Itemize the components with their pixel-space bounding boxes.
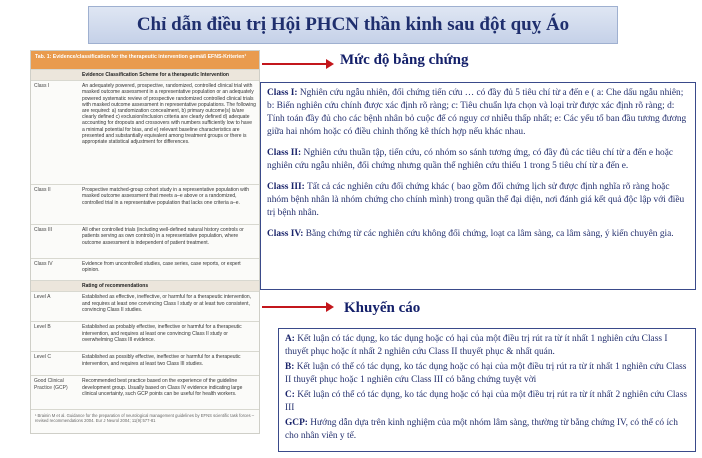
section-label-rating: Rating of recommendations (82, 283, 149, 290)
row-text: Established as possibly effective, ineffective or harmful for a therapeutic intervention, and requires at least two Class III studies. (82, 354, 241, 367)
arrow-evidence (262, 63, 328, 65)
title-banner (88, 6, 618, 44)
evidence-class-1: Class I: Nghiên cứu ngẫu nhiên, đối chứng tiến cứu … có đầy đủ 5 tiêu chí từ a đến e ( a: Che dấu ngẫu nhiên; b: Biến nghiên cứu chính được xác định rõ ràng; c: Tiêu chuẩn lựa chọn và loại trừ được xác định rõ ràng; d: Tính toán đầy đủ cho các bệnh nhân bỏ cuộc để có nguy cơ nhiễu thấp nhất; e: Các yếu tố ban đầu tương đương giữa hai nhóm hoặc có điều chỉnh thống kê thích hợp nếu khác nhau. (267, 88, 687, 137)
evidence-class-2: Class II: Nghiên cứu thuần tập, tiến cứu, có nhóm so sánh tương ứng, có đầy đủ các tiêu chí từ a đến e hoặc nghiên cứu ngẫu nhiên, đối chứng nhưng quần thể nghiên cứu thiếu 1 trong 5 tiêu chí từ a đến e. (267, 148, 674, 171)
table-row (31, 291, 259, 321)
recommendation-a: A: Kết luận có tác dụng, ko tác dụng hoặc có hại của một điều trị rút ra từ ít nhất 1 nghiên cứu Class I thuyết phục hoặc ít nhất 2 nghiên cứu Class II thuyết phục & nhất quán. (285, 334, 668, 357)
evidence-class-3: Class III: Tất cả các nghiên cứu đối chứng khác ( bao gồm đối chứng lịch sử được định nghĩa rõ ràng hoặc nhóm bệnh nhân là nhóm chứng cho chính mình) trong quần thể đại diện, nơi đánh giá kết quả độc lập với điều trị bệnh nhân. (267, 182, 685, 218)
row-label: Class I (34, 83, 50, 90)
table-row (31, 184, 259, 224)
table-row (31, 80, 259, 184)
page-title: Chỉ dẫn điều trị Hội PHCN thần kinh sau đột quỵ Áo (136, 14, 570, 35)
recommendation-levels-box (278, 328, 696, 452)
row-text: Prospective matched-group cohort study in a representative population with masked outcome assessment that meets a–e above or a randomized, controlled trial in a representative population that lacks one criteria a–e. (82, 187, 250, 206)
recommendation-gcp: GCP: Hướng dẫn dựa trên kinh nghiệm của một nhóm lâm sàng, thường từ bằng chứng IV, có thể có ích cho nhân viên y tế. (285, 418, 678, 441)
label-recommendation: Khuyến cáo (344, 300, 421, 316)
table-footnote: ¹ Brainin M et al. Guidance for the preparation of neurological management guidelines by EFNS scientific task forces – revised recommendations 2004. Eur J Neurol 2004; 11(9):577-81 (31, 409, 259, 426)
table-row (31, 258, 259, 280)
evidence-class-4: Class IV: Bằng chứng từ các nghiên cứu không đối chứng, loạt ca lâm sàng, ca lâm sàng, ý kiến chuyên gia. (267, 229, 674, 239)
row-label: Level A (34, 294, 51, 301)
row-text: Established as probably effective, ineffective or harmful for a therapeutic intervention, and requires at least one convincing Class II study or overwhelming Class III evidence. (82, 324, 242, 343)
evidence-table-image (30, 50, 260, 434)
row-text: Established as effective, ineffective, or harmful for a therapeutic intervention, and requires at least one convincing Class I study or at least two consistent, convincing Class II studies. (82, 294, 252, 313)
arrow-recommendation (262, 306, 328, 308)
evidence-levels-box (260, 82, 696, 290)
row-text: An adequately powered, prospective, randomized, controlled clinical trial with masked outcome assessment in a representative population or an adequately powered systematic review of prospective randomized controlled clinical trials with masked outcome assessment in representative populations. The following are required: a) randomization concealment, b) primary outcome(s) is/are clearly defined c) exclusion/inclusion criteria are clearly defined d) adequate accounting for dropouts and crossovers with numbers sufficiently low to have a minimal potential for bias, and e) relevant baseline characteristics are presented and substantially equivalent among treatment groups or there is appropriate statistical adjustment for differences. (82, 83, 256, 146)
table-row (31, 224, 259, 258)
row-label: Class IV (34, 261, 53, 268)
table-row (31, 351, 259, 375)
recommendation-b: B: Kết luận có thể có tác dụng, ko tác dụng hoặc có hại của một điều trị rút ra từ ít nhất 1 nghiên cứu Class II thuyết phục hoặc 1 nghiên cứu Class III có bằng chứng tuyệt vời (285, 362, 687, 385)
section-label-evidence: Evidence Classification Scheme for a therapeutic Intervention (82, 72, 229, 78)
row-label: Class II (34, 187, 51, 194)
row-text: Recommended best practice based on the experience of the guideline development group. Usually based on Class IV evidence indicating large clinical uncertainty, such GCP points can be useful for health workers. (82, 378, 243, 397)
table-section-header (31, 280, 259, 291)
label-evidence: Mức độ bằng chứng (340, 52, 469, 68)
table-caption: Tab. 1: Evidence/classification for the therapeutic intervention gemäß EFNS-Kriterien¹ (31, 51, 259, 69)
recommendation-c: C: Kết luận có thể có tác dụng, ko tác dụng hoặc có hại của một điều trị rút ra từ ít nhất 2 nghiên cứu Class III (285, 390, 687, 413)
row-label: Good Clinical Practice (GCP) (34, 378, 68, 391)
row-text: All other controlled trials (including well-defined natural history controls or patients serving as own controls) in a representative population, where outcome assessment is independent of patient treatment. (82, 227, 244, 246)
table-row (31, 375, 259, 409)
table-section-header (31, 69, 259, 80)
row-label: Class III (34, 227, 53, 234)
row-label: Level B (34, 324, 51, 331)
row-text: Evidence from uncontrolled studies, case series, case reports, or expert opinion. (82, 261, 241, 274)
row-label: Level C (34, 354, 51, 361)
table-row (31, 321, 259, 351)
